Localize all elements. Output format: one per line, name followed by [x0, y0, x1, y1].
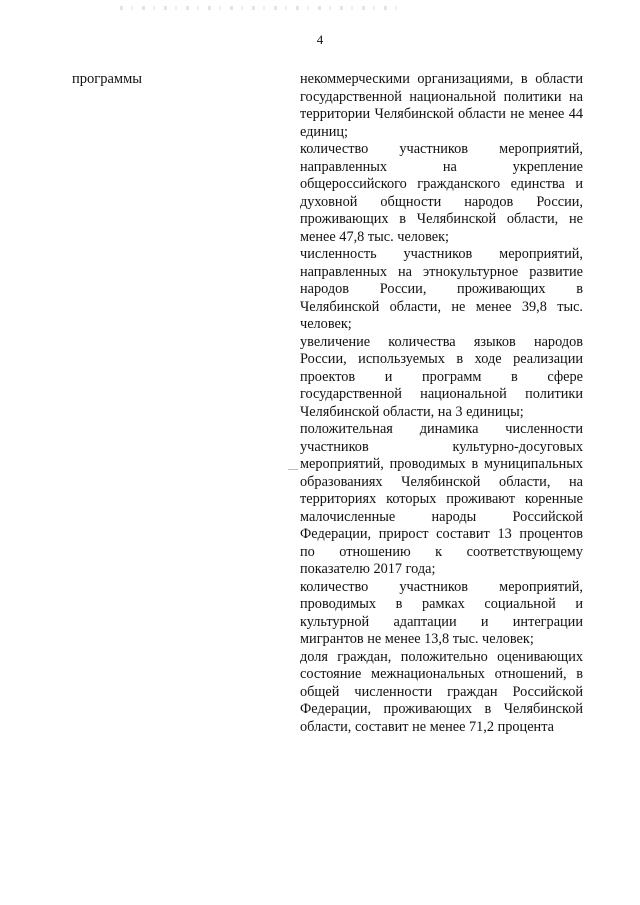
indicator-paragraph-6: количество участников мероприятий, проводимых в рамках социальной и культурной адаптации и интеграции мигрантов не менее 13,8 тыс. человек;: [300, 578, 583, 647]
scan-artifact: [120, 6, 400, 10]
indicator-paragraph-3: численность участников мероприятий, направленных на этнокультурное развитие народов России, проживающих в Челябинской области, не менее 39,8 тыс. человек;: [300, 246, 583, 332]
indicator-paragraph-7: доля граждан, положительно оценивающих состояние межнациональных отношений, в общей численности граждан Российской Федерации, проживающих в Челябинской области, составит не менее 71,2 процента: [300, 648, 583, 735]
right-column: [300, 71, 583, 736]
indicator-paragraph-2: количество участников мероприятий, направленных на укрепление общероссийского гражданского единства и духовной общности народов России, проживающих в Челябинской области, не менее 47,8 тыс. человек;: [300, 141, 583, 245]
indicator-paragraph-4: увеличение количества языков народов России, используемых в ходе реализации проектов и программ в сфере государственной национальной политики Челябинской области, на 3 единицы;: [300, 333, 583, 420]
scan-mark: [288, 469, 298, 470]
left-column-label: программы: [72, 71, 142, 87]
page-number: 4: [316, 32, 324, 47]
indicator-paragraph-5: положительная динамика численности участников культурно-досуговых мероприятий, проводимых в муниципальных образованиях Челябинской области, на территориях которых проживают коренные малочисленные народы Российской Федерации, прирост составит 13 процентов по отношению к соответствующему показателю 2017 года;: [300, 421, 583, 577]
indicator-paragraph-1: некоммерческими организациями, в области государственной национальной политики на территории Челябинской области не менее 44 единиц;: [300, 71, 583, 140]
